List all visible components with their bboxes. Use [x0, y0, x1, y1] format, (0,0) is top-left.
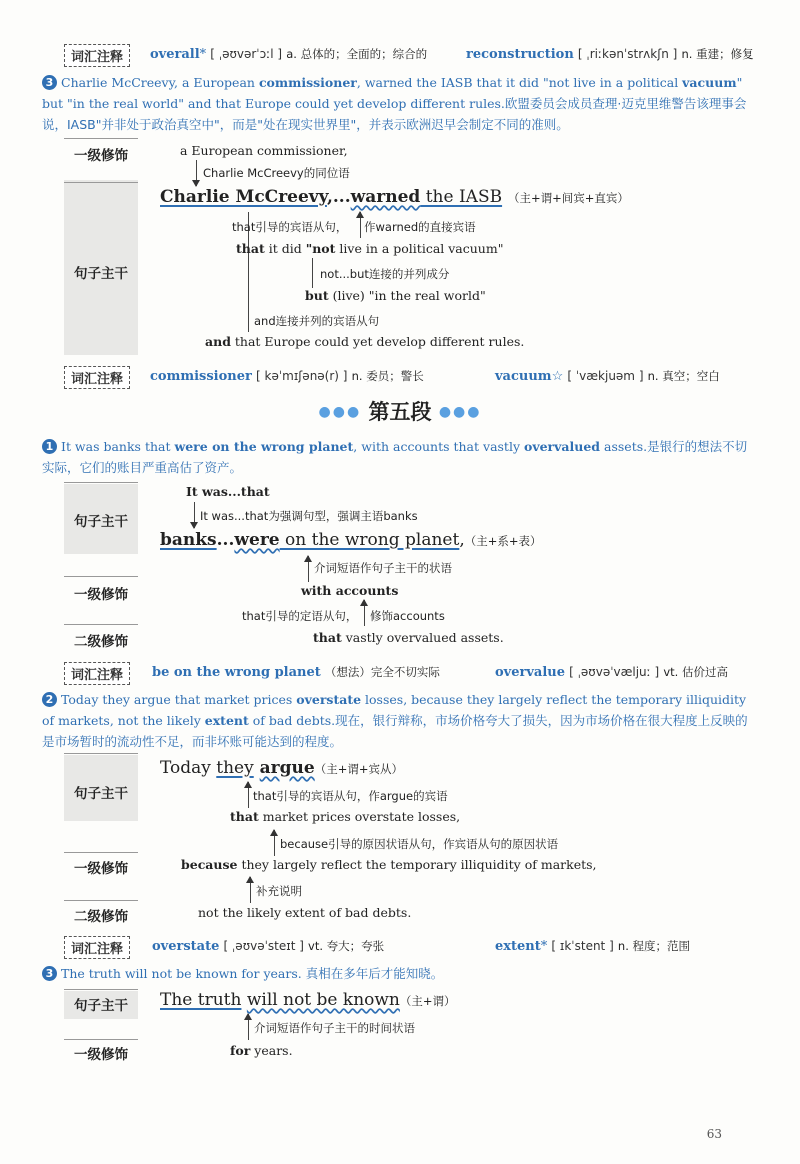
en-text: , warned the IASB that it did "not live in a political — [356, 75, 683, 90]
divider — [64, 1039, 138, 1040]
label-level1: 一级修饰 — [74, 148, 128, 164]
arrow — [196, 160, 197, 186]
annotation: Charlie McCreevy的同位语 — [203, 166, 350, 180]
clause-1: that market prices overstate losses, — [230, 809, 461, 824]
en-text: " but "in the real world" and that Europe could yet develop different rules. — [42, 75, 743, 111]
star-mark: * — [199, 47, 207, 62]
vocab-word: extent — [495, 939, 541, 954]
vocab-label: 词汇注释 — [64, 366, 130, 389]
core-sentence: banks...were on the wrong planet,（主+系+表） — [160, 530, 542, 550]
arrow — [248, 1014, 249, 1040]
divider — [64, 482, 138, 483]
predicate: were — [234, 530, 280, 550]
divider — [64, 852, 138, 853]
subject: banks — [160, 530, 217, 550]
clause-2: because they largely reflect the temporary illiquidity of markets, — [181, 857, 597, 872]
modifier-2: that vastly overvalued assets. — [313, 630, 504, 645]
star-mark: * — [540, 939, 548, 954]
structure-note: （主+谓+间宾+直宾） — [508, 191, 629, 205]
ellipsis: ,... — [326, 187, 351, 207]
annotation: 修饰accounts — [370, 609, 445, 623]
annotation: It was...that为强调句型，强调主语banks — [200, 509, 418, 523]
predicate: warned — [350, 187, 421, 207]
phonetic: [ ɪkˈstent ] — [551, 939, 614, 953]
divider — [64, 989, 138, 990]
section-title-text: 第五段 — [368, 400, 432, 424]
definition: n. 委员；警长 — [351, 369, 424, 383]
annotation: that引导的定语从句， — [242, 609, 358, 623]
vocab-label: 词汇注释 — [64, 936, 130, 959]
vocab-word: reconstruction — [466, 47, 574, 62]
object: the IASB — [420, 187, 503, 207]
keyword: commissioner — [258, 75, 357, 90]
vocab-word: commissioner — [150, 369, 252, 384]
arrow — [360, 212, 361, 238]
annotation: not...but连接的并列成分 — [320, 267, 450, 281]
subject: Charlie McCreevy — [160, 187, 327, 207]
annotation: 介词短语作句子主干的状语 — [314, 561, 452, 575]
divider — [64, 182, 138, 183]
number-badge: 1 — [42, 439, 57, 454]
label-level1: 一级修饰 — [74, 861, 128, 877]
annotation: that引导的宾语从句，作argue的宾语 — [253, 789, 448, 803]
modifier-1: for years. — [230, 1043, 293, 1058]
vocab-word: vacuum — [495, 369, 552, 384]
vocab-entry-overvalue — [495, 664, 728, 680]
page-number: 63 — [706, 1127, 722, 1141]
structure-note: （主+谓） — [399, 994, 456, 1008]
decor-dots: ●●● — [438, 404, 482, 420]
phonetic: [ ˌəʊvəˈvæljuː ] — [569, 665, 660, 679]
clause-2: but (live) "in the real world" — [305, 288, 486, 303]
vocab-entry-reconstruction — [466, 46, 754, 62]
emphasis-frame: It was...that — [186, 484, 270, 499]
phonetic: [ ˈvækjuəm ] — [567, 369, 644, 383]
definition: a. 总体的；全面的；综合的 — [286, 47, 428, 61]
subject: they — [216, 758, 254, 778]
label-level2: 二级修饰 — [74, 634, 128, 650]
arrow — [250, 877, 251, 903]
sentence-1-text: 1 It was banks that were on the wrong planet, with accounts that vastly overvalued assets.是银行的想法不切实际，它们的账目严重高估了资产。 — [42, 439, 748, 475]
predicate: will not be known — [246, 990, 400, 1010]
divider — [64, 576, 138, 577]
label-main: 句子主干 — [74, 786, 128, 802]
vocab-label: 词汇注释 — [64, 44, 130, 67]
appositive: a European commissioner, — [180, 143, 348, 158]
annotation: that引导的宾语从句， — [232, 220, 348, 234]
vocab-entry-vacuum — [495, 368, 720, 384]
definition: n. 程度；范围 — [617, 939, 691, 953]
definition: （想法）完全不切实际 — [324, 665, 440, 679]
modifier-1: with accounts — [301, 583, 399, 598]
divider — [64, 624, 138, 625]
definition: n. 真空；空白 — [647, 369, 720, 383]
arrow — [274, 830, 275, 856]
annotation: 补充说明 — [256, 884, 302, 898]
divider — [64, 753, 138, 754]
vocab-entry-overstate — [152, 938, 384, 954]
label-level1: 一级修饰 — [74, 587, 128, 603]
arrow — [194, 502, 195, 528]
sentence-3b-text: 3 The truth will not be known for years. 真相在多年后才能知晓。 — [42, 963, 756, 984]
arrow — [248, 782, 249, 808]
label-level2: 二级修饰 — [74, 909, 128, 925]
definition: vt. 夸大；夸张 — [308, 939, 385, 953]
core-sentence — [160, 187, 629, 207]
annotation: 介词短语作句子主干的时间状语 — [254, 1021, 415, 1035]
section-title — [0, 396, 800, 426]
label-main: 句子主干 — [74, 514, 128, 530]
label-main: 句子主干 — [74, 998, 128, 1014]
en-text: Charlie McCreevy, a European — [61, 75, 259, 90]
phonetic: [ ˌəʊvəˈsteɪt ] — [223, 939, 304, 953]
number-badge: 3 — [42, 75, 57, 90]
arrow — [364, 600, 365, 626]
star-mark: ☆ — [551, 369, 564, 384]
divider — [64, 900, 138, 901]
vocab-label: 词汇注释 — [64, 662, 130, 685]
arrow — [308, 556, 309, 582]
structure-note: （主+谓+宾从） — [314, 762, 403, 776]
definition: n. 重建；修复 — [681, 47, 754, 61]
vocab-entry-overall — [150, 46, 427, 62]
definition: vt. 估价过高 — [663, 665, 728, 679]
decor-dots: ●●● — [318, 404, 362, 420]
annotation: because引导的原因状语从句，作宾语从句的原因状语 — [280, 837, 559, 851]
clause-1: that it did "not live in a political vacuum" — [236, 241, 504, 256]
core-sentence: Today they argue（主+谓+宾从） — [160, 758, 403, 778]
number-badge: 3 — [42, 966, 57, 981]
vocab-entry-wrong-planet — [152, 664, 440, 680]
phonetic: [ ˌəʊvərˈɔːl ] — [210, 47, 283, 61]
subject: The truth — [160, 990, 242, 1010]
connector — [312, 258, 313, 288]
zh-translation: 现在，银行辩称，市场价格夸大了损失，因为市场价格在很大程度上反映的是市场暂时的流动性不足，而非坏账可能达到的程度。 — [42, 713, 748, 749]
clause-3: and that Europe could yet develop different rules. — [205, 334, 525, 349]
zh-translation: 真相在多年后才能知晓。 — [305, 966, 444, 981]
label-main: 句子主干 — [74, 266, 128, 282]
zh-translation: 欧盟委员会成员查理·迈克里维警告该理事会说，IASB"并非处于政治真空中"，而是"处在现实世界里"，并表示欧洲迟早会制定不同的准则。 — [42, 96, 747, 132]
keyword: vacuum — [682, 75, 737, 90]
divider — [64, 138, 138, 139]
predicate: argue — [259, 758, 315, 778]
sentence-3-text — [42, 72, 756, 135]
core-sentence — [160, 990, 456, 1010]
phonetic: [ kəˈmɪʃənə(r) ] — [256, 369, 348, 383]
clause-3: not the likely extent of bad debts. — [198, 905, 412, 920]
structure-note: （主+系+表） — [464, 534, 542, 548]
sentence-2-text: 2 Today they argue that market prices overstate losses, because they largely reflect the temporary illiquidity of markets, not the likely extent of bad debts.现在，银行辩称，市场价格夸大了损失，因为市场价格在很大程度上反映的是市场暂时的流动性不足，而非坏账可能达到的程度。 — [42, 692, 748, 749]
annotation: and连接并列的宾语从句 — [254, 314, 380, 328]
vocab-word: be on the wrong planet — [152, 665, 321, 680]
zh-translation: 是银行的想法不切实际，它们的账目严重高估了资产。 — [42, 439, 748, 475]
complement: on the wrong planet — [279, 530, 460, 550]
vocab-word: overall — [150, 47, 200, 62]
vocab-word: overstate — [152, 939, 220, 954]
vocab-word: overvalue — [495, 665, 565, 680]
vocab-entry-commissioner — [150, 368, 424, 384]
phonetic: [ ˌriːkənˈstrʌkʃn ] — [577, 47, 678, 61]
number-badge: 2 — [42, 692, 57, 707]
vocab-entry-extent — [495, 938, 690, 954]
label-level1: 一级修饰 — [74, 1047, 128, 1063]
annotation: 作warned的直接宾语 — [364, 220, 476, 234]
